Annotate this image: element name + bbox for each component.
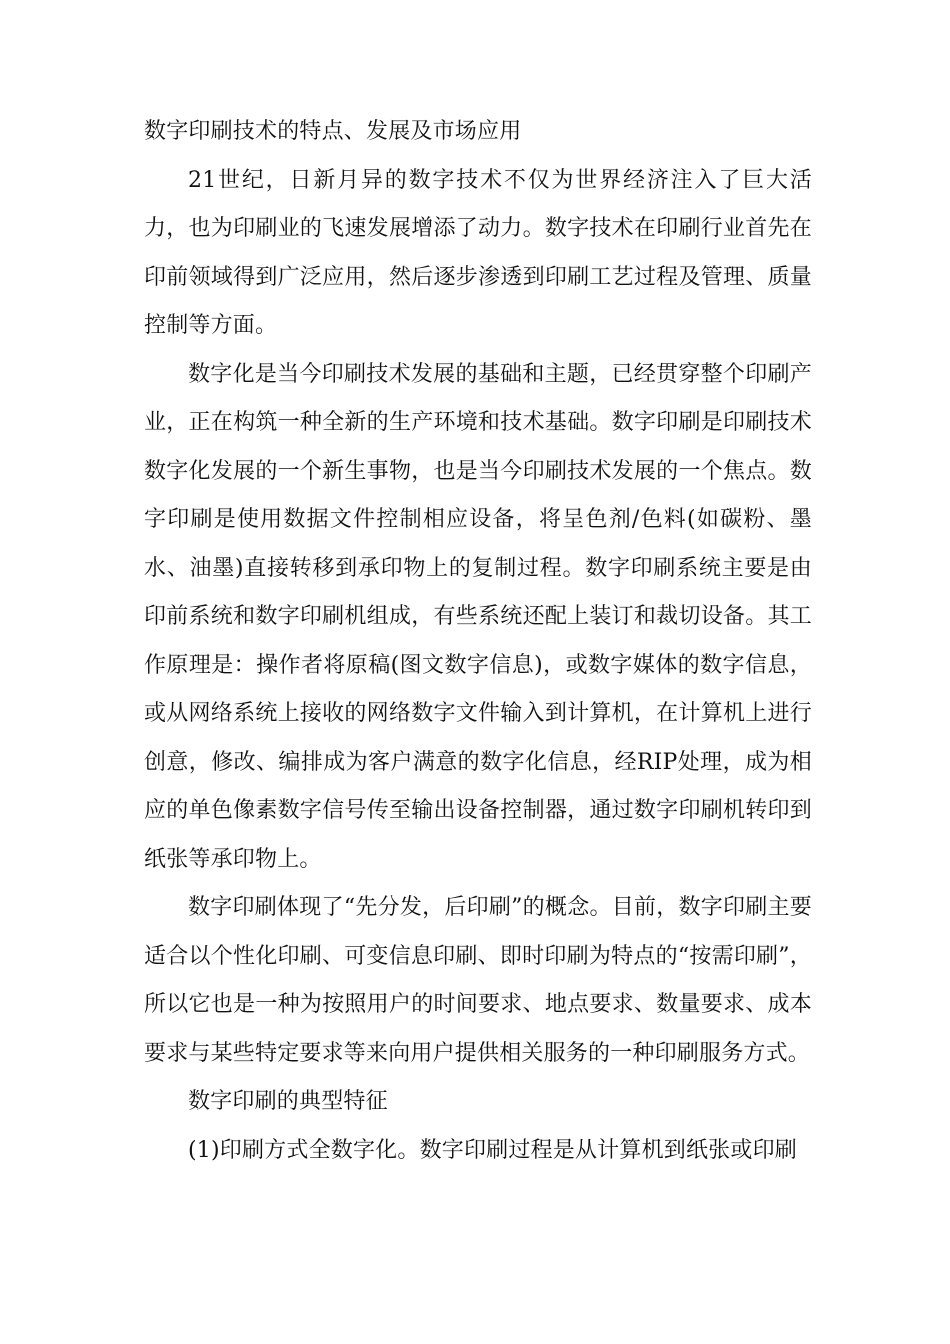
section-heading-features: 数字印刷的典型特征	[188, 1089, 388, 1114]
paragraph-digitalization: 数字化是当今印刷技术发展的基础和主题，已经贯穿整个印刷产业，正在构筑一种全新的生产环境和技术基础。数字印刷是印刷技术数字化发展的一个新生事物，也是当今印刷技术发展的一个焦点。数字印刷是使用数据文件控制相应设备，将呈色剂/色料(如碳粉、墨水、油墨)直接转移到承印物上的复制过程。数字印刷系统主要是由印前系统和数字印刷机组成，有些系统还配上装订和裁切设备。其工作原理是：操作者将原稿(图文数字信息)，或数字媒体的数字信息，或从网络系统上接收的网络数字文件输入到计算机，在计算机上进行创意，修改、编排成为客户满意的数字化信息，经RIP处理，成为相应的单色像素数字信号传至输出设备控制器，通过数字印刷机转印到纸张等承印物上。	[144, 361, 812, 872]
paragraph-print-on-demand: 数字印刷体现了“先分发，后印刷”的概念。目前，数字印刷主要适合以个性化印刷、可变信息印刷、即时印刷为特点的“按需印刷”，所以它也是一种为按照用户的时间要求、地点要求、数量要求、成本要求与某些特定要求等来向用户提供相关服务的一种印刷服务方式。	[144, 895, 812, 1066]
paragraph-feature-1: (1)印刷方式全数字化。数字印刷过程是从计算机到纸张或印刷	[188, 1137, 797, 1163]
document-title: 数字印刷技术的特点、发展及市场应用	[144, 119, 522, 144]
paragraph-intro: 21世纪，日新月异的数字技术不仅为世界经济注入了巨大活力，也为印刷业的飞速发展增添了动力。数字技术在印刷行业首先在印前领域得到广泛应用，然后逐步渗透到印刷工艺过程及管理、质量控制等方面。	[144, 167, 812, 338]
document-body	[144, 108, 812, 1175]
